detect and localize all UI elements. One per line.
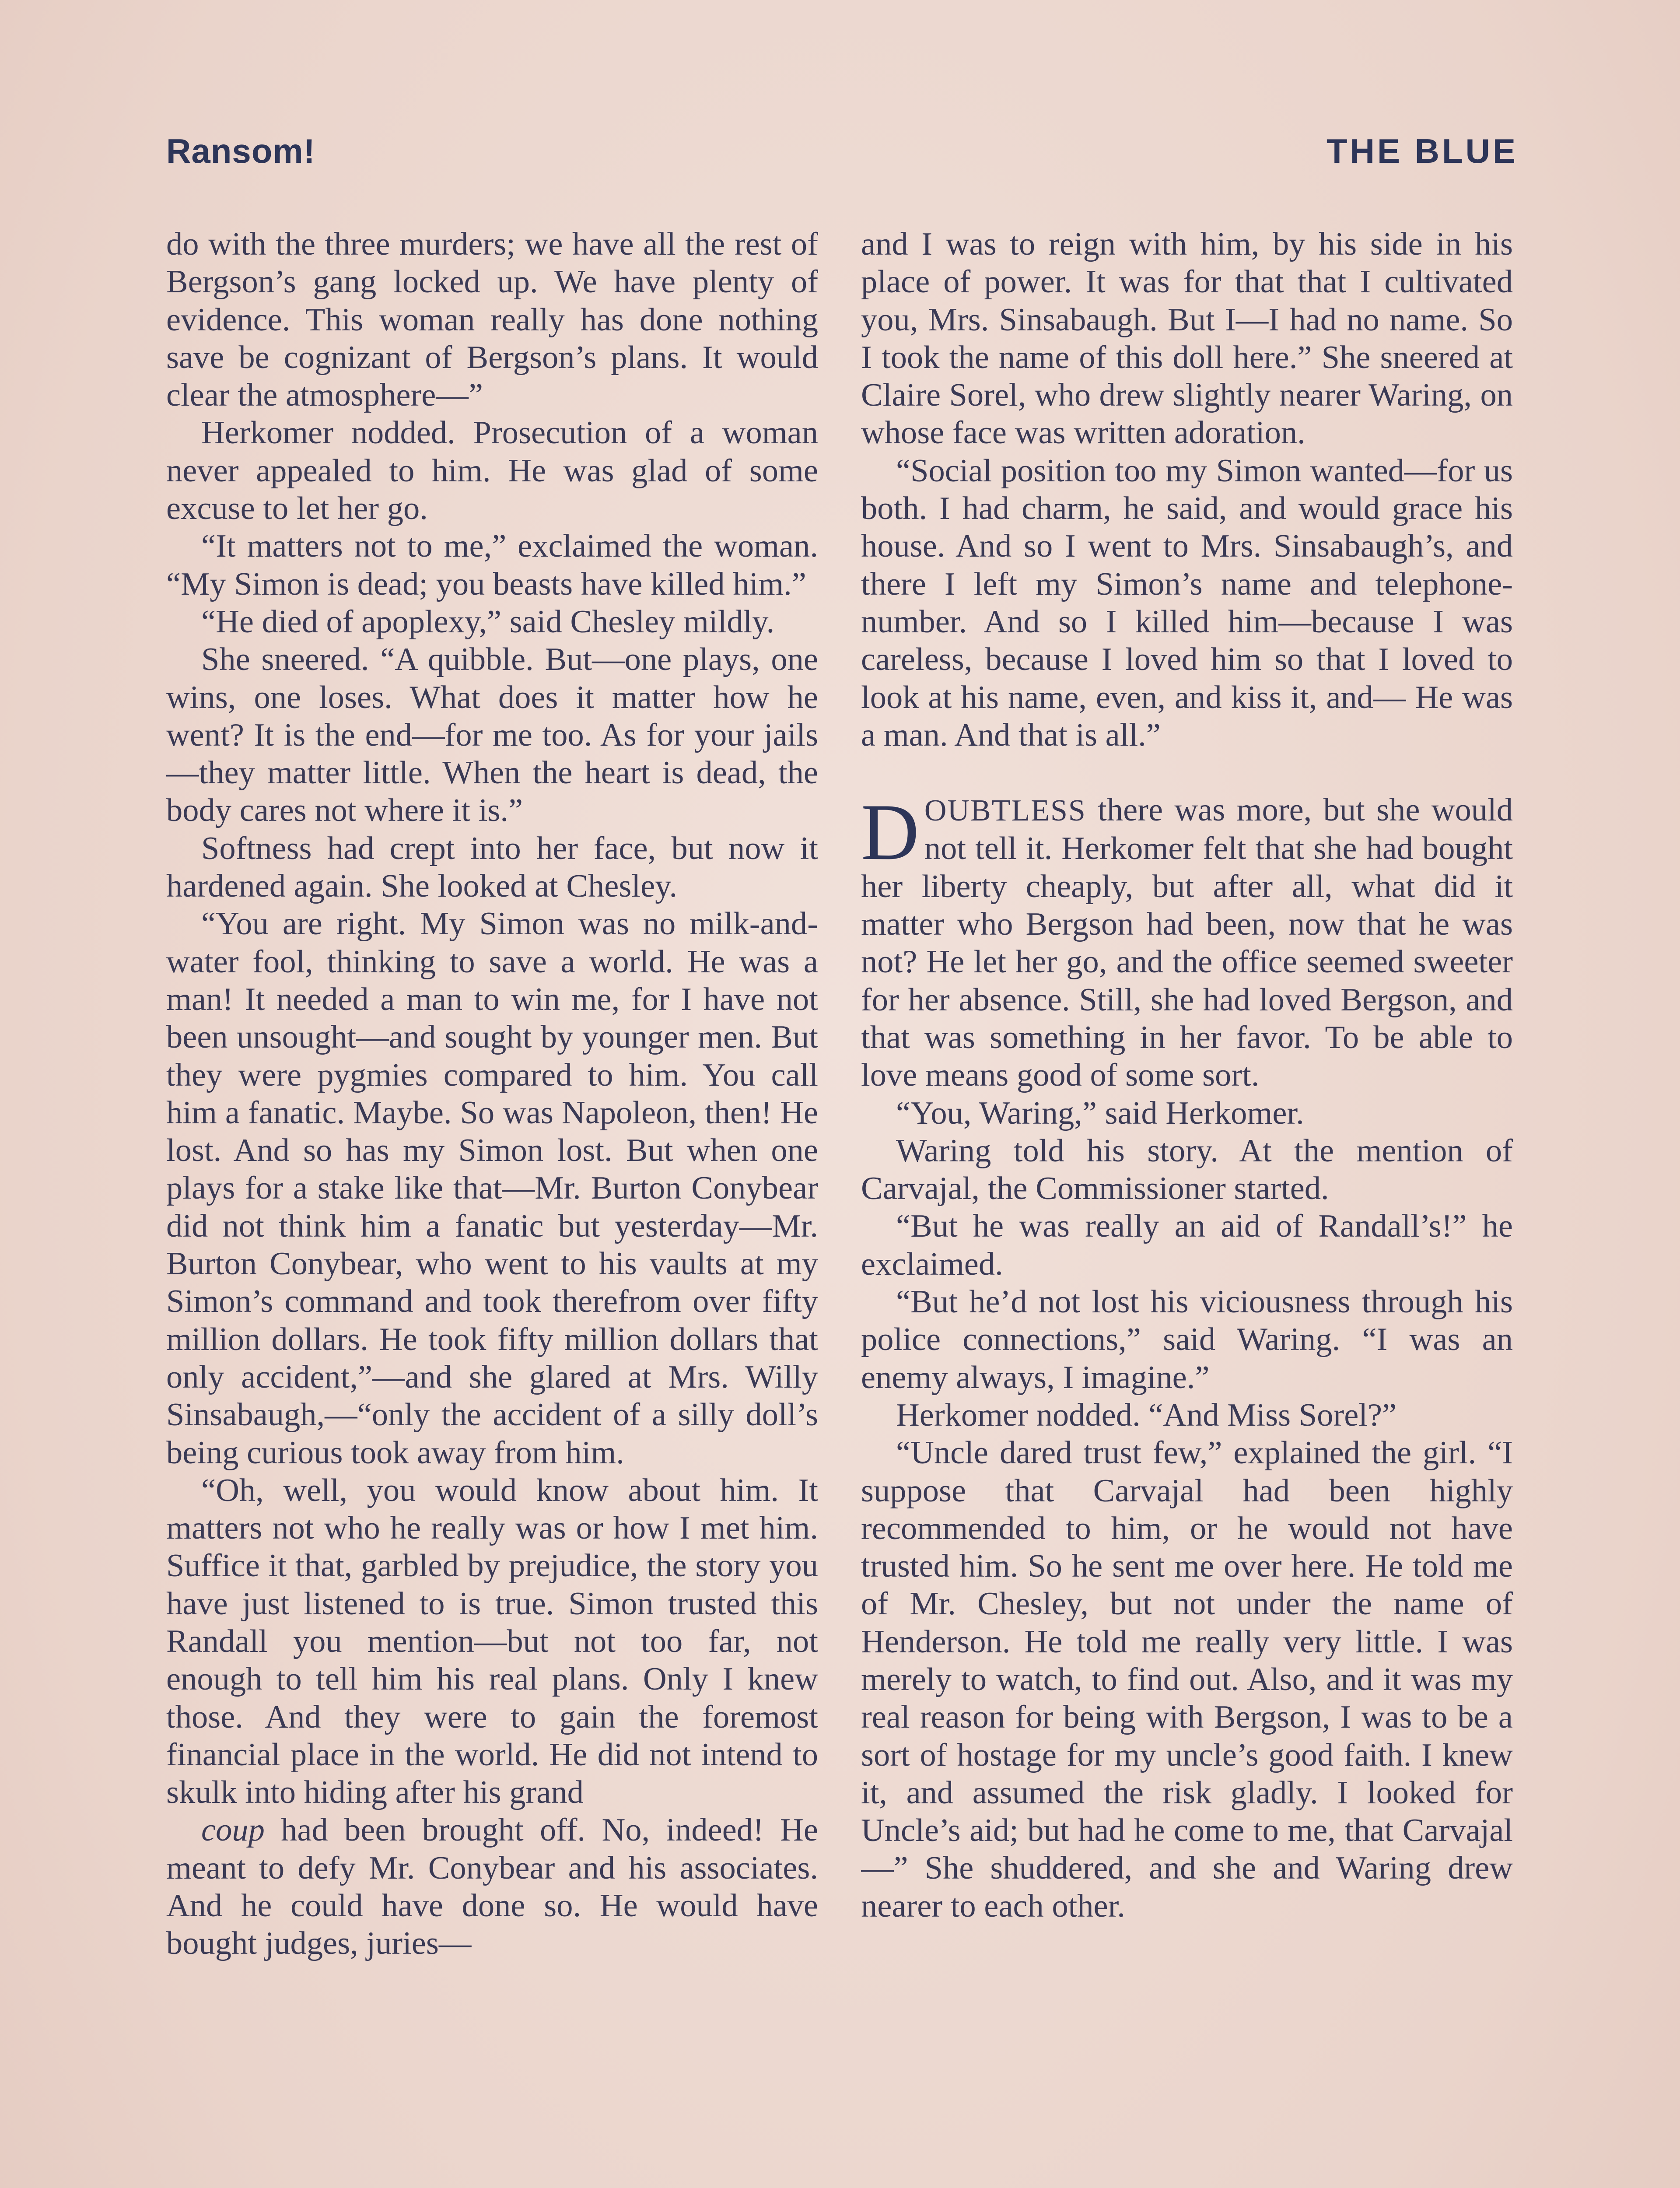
paragraph: “But he’d not lost his viciousness through his police connections,” said Waring. “I was an enemy always, I imagine.” [861,1284,1513,1396]
paragraph: “But he was really an aid of Randall’s!” he exclaimed. [861,1208,1513,1282]
paragraph: “Social position too my Simon wanted—for us both. I had charm, he said, and would grace his house. And so I went to Mrs. Sinsabaugh’s, and there I left my Simon’s name and telephone-number. And so I killed him—because I was careless, because I loved him so that I loved to look at his name, even, and kiss it, and— He was a man. And that is all.” [861,452,1513,753]
paragraph: had been brought off. No, indeed! He meant to defy Mr. Conybear and his associates. And he could have done so. He would have bought judges, juries— [166,1812,818,1962]
paragraph: “He died of apoplexy,” said Chesley mildly. [201,603,775,640]
paragraph: “Oh, well, you would know about him. It matters not who he really was or how I met him. Suffice it that, garbled by prejudice, the story you have just listened to is true. Simon trusted this Randall you mention—but not too far, not enough to tell him his real plans. Only I knew those. And they were to gain the foremost financial place in the world. He did not intend to skulk into hiding after his grand [166,1472,818,1811]
text-column-right [861,225,1513,2188]
section-break [861,754,1513,791]
paragraph: Herkomer nodded. “And Miss Sorel?” [896,1397,1397,1433]
italic-word: coup [201,1812,265,1848]
section-opening-paragraph [861,787,1513,1094]
paragraph: “You, Waring,” said Herkomer. [896,1095,1304,1131]
small-caps-lead: OUBTLESS [924,794,1086,828]
paragraph: Waring told his story. At the mention of Carvajal, the Commissioner started. [861,1133,1513,1207]
paragraph: “It matters not to me,” exclaimed the woman. “My Simon is dead; you beasts have killed him.” [166,528,818,602]
paragraph: “Uncle dared trust few,” explained the girl. “I suppose that Carvajal had been highly recommended to him, or he would not have trusted him. So he sent me over here. He told me of Mr. Chesley, but not under the name of Henderson. He told me really very little. I was merely to watch, to find out. Also, and it was my real reason for being with Bergson, I was to be a sort of hostage for my uncle’s good faith. I knew it, and assumed the risk gladly. I looked for Uncle’s aid; but had he come to me, that Carvajal—” She shuddered, and she and Waring drew nearer to each other. [861,1435,1513,1924]
running-head-magazine: THE BLUE [1326,132,1518,170]
paragraph: She sneered. “A quibble. But—one plays, one wins, one loses. What does it matter how he went? It is the end—for me too. As for your jails—they matter little. When the heart is dead, the body cares not where it is.” [166,642,818,829]
paragraph-continued [166,1811,818,1962]
paragraph: do with the three murders; we have all the rest of Bergson’s gang locked up. We have plenty of evidence. This woman really has done nothing save be cognizant of Bergson’s plans. It would clear the atmosphere—” [166,226,818,414]
running-head-title: Ransom! [166,132,315,170]
drop-cap: D [861,787,919,877]
paragraph: there was more, but she would not tell it. Herkomer felt that she had bought her liberty cheaply, but after all, what did it matter who Bergson had been, now that he was not? He let her go, and the office seemed sweeter for her absence. Still, she had loved Bergson, and that was something in her favor. To be able to love means good of some sort. [861,792,1513,1094]
paragraph: Herkomer nodded. Prosecution of a woman never appealed to him. He was glad of some excuse to let her go. [166,415,818,527]
paragraph: “You are right. My Simon was no milk-and-water fool, thinking to save a world. He was a man! It needed a man to win me, for I have not been unsought—and sought by younger men. But they were pygmies compared to him. You call him a fanatic. Maybe. So was Napoleon, then! He lost. And so has my Simon lost. But when one plays for a stake like that—Mr. Burton Conybear did not think him a fanatic but yesterday—Mr. Burton Conybear, who went to his vaults at my Simon’s command and took therefrom over fifty million dollars. He took fifty million dollars that only accident,”—and she glared at Mrs. Willy Sinsabaugh,—“only the accident of a silly doll’s being curious took away from him. [166,906,818,1471]
text-column-left [166,225,818,2188]
paragraph: Softness had crept into her face, but now it hardened again. She looked at Chesley. [166,830,818,905]
paragraph: and I was to reign with him, by his side in his place of power. It was for that that I cultivated you, Mrs. Sinsabaugh. But I—I had no name. So I took the name of this doll here.” She sneered at Claire Sorel, who drew slightly nearer Waring, on whose face was written adoration. [861,226,1513,451]
